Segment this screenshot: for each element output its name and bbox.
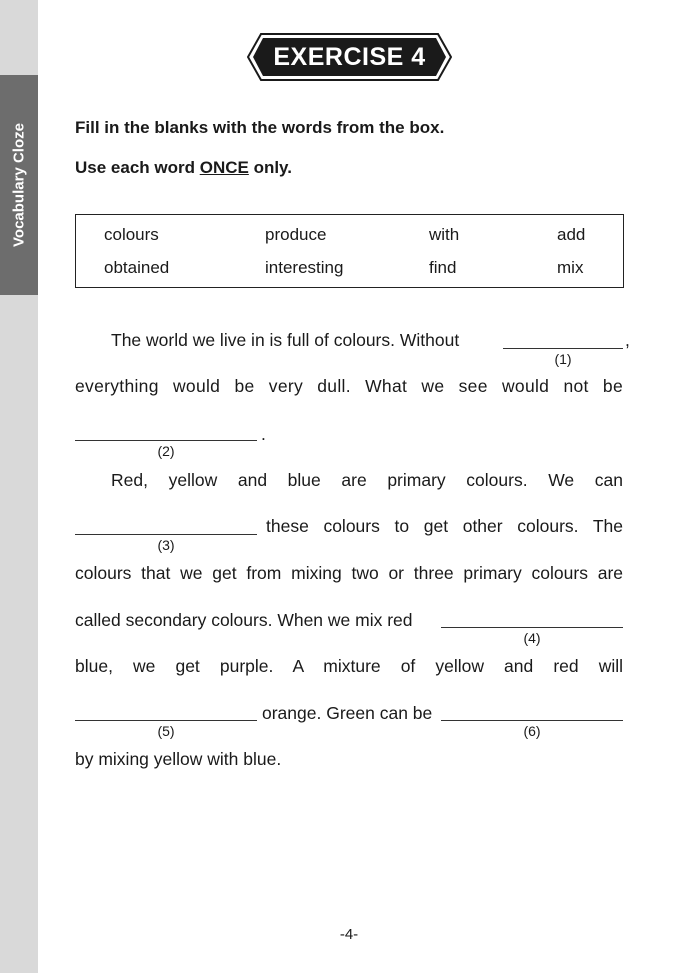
passage-line: blue, we get purple. A mixture of yellow and red will — [75, 656, 623, 676]
blank-number: (5) — [157, 723, 175, 739]
blank-6[interactable] — [441, 720, 623, 721]
blank-number: (3) — [157, 537, 175, 553]
blank-1[interactable] — [503, 348, 623, 349]
section-tab-label: Vocabulary Cloze — [10, 123, 28, 247]
blank-number: (2) — [157, 443, 175, 459]
exercise-title-badge — [247, 33, 452, 81]
passage-line: The world we live in is full of colours. Without — [111, 330, 460, 350]
word-bank-item: with — [429, 225, 460, 244]
word-bank-item: interesting — [265, 258, 344, 277]
passage-line: by mixing yellow with blue. — [75, 749, 282, 769]
instruction-line-2 — [75, 158, 292, 178]
word-bank-item: add — [557, 225, 586, 244]
instruction-pre: Use each word — [75, 158, 200, 177]
passage-line: orange. Green can be — [262, 703, 433, 723]
blank-number: (4) — [523, 630, 541, 646]
word-box — [75, 214, 624, 288]
instruction-post: only. — [248, 158, 292, 177]
instruction-line-1: Fill in the blanks with the words from the box. — [75, 118, 445, 137]
blank-5[interactable] — [75, 720, 257, 721]
passage-punct: . — [261, 424, 266, 444]
exercise-title: EXERCISE 4 — [273, 43, 426, 71]
passage-punct: , — [625, 330, 630, 350]
passage-line: called secondary colours. When we mix red — [75, 610, 413, 630]
word-bank-item: colours — [104, 225, 159, 244]
page-number: -4- — [339, 926, 359, 943]
instruction-emphasis: ONCE — [199, 158, 249, 177]
blank-3[interactable] — [75, 534, 257, 535]
passage-line: these colours to get other colours. The — [266, 516, 623, 536]
word-bank-item: find — [429, 258, 457, 277]
blank-2[interactable] — [75, 440, 257, 441]
word-bank-item: mix — [557, 258, 584, 277]
word-bank-item: obtained — [104, 258, 170, 277]
blank-number: (6) — [523, 723, 541, 739]
passage-line: everything would be very dull. What we see would not be — [75, 376, 623, 396]
blank-4[interactable] — [441, 627, 623, 628]
passage-line: Red, yellow and blue are primary colours. We can — [111, 470, 623, 490]
blank-number: (1) — [554, 351, 572, 367]
word-bank-item: produce — [265, 225, 327, 244]
passage-line: colours that we get from mixing two or three primary colours are — [75, 563, 623, 583]
